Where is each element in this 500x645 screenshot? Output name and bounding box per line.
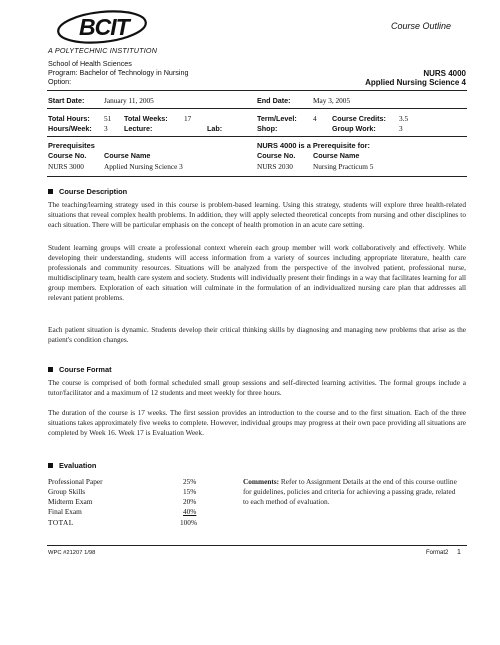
footer-format: Format2 <box>426 550 449 556</box>
school: School of Health Sciences <box>48 59 132 68</box>
eval-pct: 25% <box>183 477 197 486</box>
prereq-for-col-name: Course Name <box>313 151 360 160</box>
doc-type: Course Outline <box>391 21 452 31</box>
prereq-rule <box>47 176 467 177</box>
evaluation-heading <box>48 461 96 470</box>
prereq-for-course-no: NURS 2030 <box>257 162 293 171</box>
page-number: 1 <box>457 549 461 556</box>
course-format-title: Course Format <box>59 365 112 374</box>
header-rule <box>47 90 467 91</box>
prereq-for-title: NURS 4000 is a Prerequisite for: <box>257 141 370 150</box>
eval-item: Group Skills <box>48 487 86 496</box>
info-rule <box>47 108 467 109</box>
shop-label: Shop: <box>257 124 278 133</box>
eval-pct: 40% <box>183 507 197 516</box>
prereq-col-no: Course No. <box>48 151 87 160</box>
info-rule-2 <box>47 136 467 137</box>
hours-week-label: Hours/Week: <box>48 124 92 133</box>
eval-pct: 15% <box>183 487 197 496</box>
prereq-col-name: Course Name <box>104 151 151 160</box>
description-paragraph-1: The teaching/learning strategy used in this course is problem-based learning. Using this strategy, students will explore three health-related situations that reveal complex health problems. In addition, they will apply selected theoretical concepts from nursing and other disciplines to each situation. There will be particular emphasis on the concept of health promotion in an acute care setting. <box>48 200 466 229</box>
description-paragraph-2: Student learning groups will create a professional context wherein each group member will work collaboratively and effectively. While developing their understanding, students will access information from a variety of sources including appropriate literature, health care professionals and community resources. Situations will be analyzed from the perspective of the involved patient, professional nurse, multidisciplinary team, health care system and society. Students will individually present their findings in a way that facilitates learning for all group members. Exploration of each situation will culminate in the formulation of an individualized nursing care plan that addresses all relevant patient problems. <box>48 243 466 302</box>
group-work: 3 <box>399 124 403 133</box>
term: 4 <box>313 114 317 123</box>
program: Program: Bachelor of Technology in Nursing <box>48 68 189 77</box>
eval-total-label: TOTAL <box>48 518 74 527</box>
course-title: Applied Nursing Science 4 <box>365 78 466 87</box>
total-hours-label: Total Hours: <box>48 114 90 123</box>
hours-week: 3 <box>104 124 108 133</box>
start-date: January 11, 2005 <box>104 96 154 105</box>
prereq-for-col-no: Course No. <box>257 151 296 160</box>
eval-item: Professional Paper <box>48 477 103 486</box>
footer-rule <box>47 545 467 546</box>
option: Option: <box>48 77 72 86</box>
group-work-label: Group Work: <box>332 124 376 133</box>
eval-item: Midterm Exam <box>48 497 93 506</box>
description-paragraph-3: Each patient situation is dynamic. Students develop their critical thinking skills by diagnosing and managing new problems that arise as the patient's condition changes. <box>48 325 466 344</box>
total-hours: 51 <box>104 114 112 123</box>
evaluation-comments <box>243 477 461 507</box>
end-date: May 3, 2005 <box>313 96 351 105</box>
prereq-course-name: Applied Nursing Science 3 <box>104 162 183 171</box>
course-description-heading <box>48 187 127 196</box>
total-weeks-label: Total Weeks: <box>124 114 168 123</box>
footer-form-id: WPC #21207 1/98 <box>48 550 96 556</box>
term-label: Term/Level: <box>257 114 297 123</box>
tagline: A POLYTECHNIC INSTITUTION <box>48 46 158 55</box>
course-description-title: Course Description <box>59 187 128 196</box>
prereq-title: Prerequisites <box>48 141 95 150</box>
eval-pct: 20% <box>183 497 197 506</box>
eval-item: Final Exam <box>48 507 82 516</box>
credits: 3.5 <box>399 114 409 123</box>
format-paragraph-1: The course is comprised of both formal scheduled small group sessions and self-directed learning activities. The formal groups include a tutor/facilitator and a maximum of 12 students and meet weekly for three hours. <box>48 378 466 397</box>
format-paragraph-2: The duration of the course is 17 weeks. The first session provides an introduction to the course and to the first situation. Each of the three situations takes approximately five weeks to complete. However, individual groups may progress at their own pace providing all situations are completed by Week 16. Week 17 is Evaluation Week. <box>48 408 466 437</box>
end-date-label: End Date: <box>257 96 291 105</box>
bullet-square-icon <box>48 189 53 194</box>
evaluation-title: Evaluation <box>59 461 97 470</box>
eval-total-pct: 100% <box>180 518 198 527</box>
comments-text: Refer to Assignment Details at the end of this course outline for guidelines, policies and criteria for achieving a passing grade, related to each method of evaluation. <box>243 477 457 506</box>
bullet-square-icon <box>48 463 53 468</box>
bullet-square-icon <box>48 367 53 372</box>
prereq-for-course-name: Nursing Practicum 5 <box>313 162 374 171</box>
start-date-label: Start Date: <box>48 96 85 105</box>
prereq-course-no: NURS 3000 <box>48 162 84 171</box>
logo-text: BCIT <box>79 14 129 40</box>
comments-label: Comments: <box>243 477 280 486</box>
logo <box>55 8 150 46</box>
course-code: NURS 4000 <box>423 69 466 78</box>
course-format-heading <box>48 365 112 374</box>
lab-label: Lab: <box>207 124 223 133</box>
credits-label: Course Credits: <box>332 114 386 123</box>
lecture-label: Lecture: <box>124 124 153 133</box>
total-weeks: 17 <box>184 114 192 123</box>
